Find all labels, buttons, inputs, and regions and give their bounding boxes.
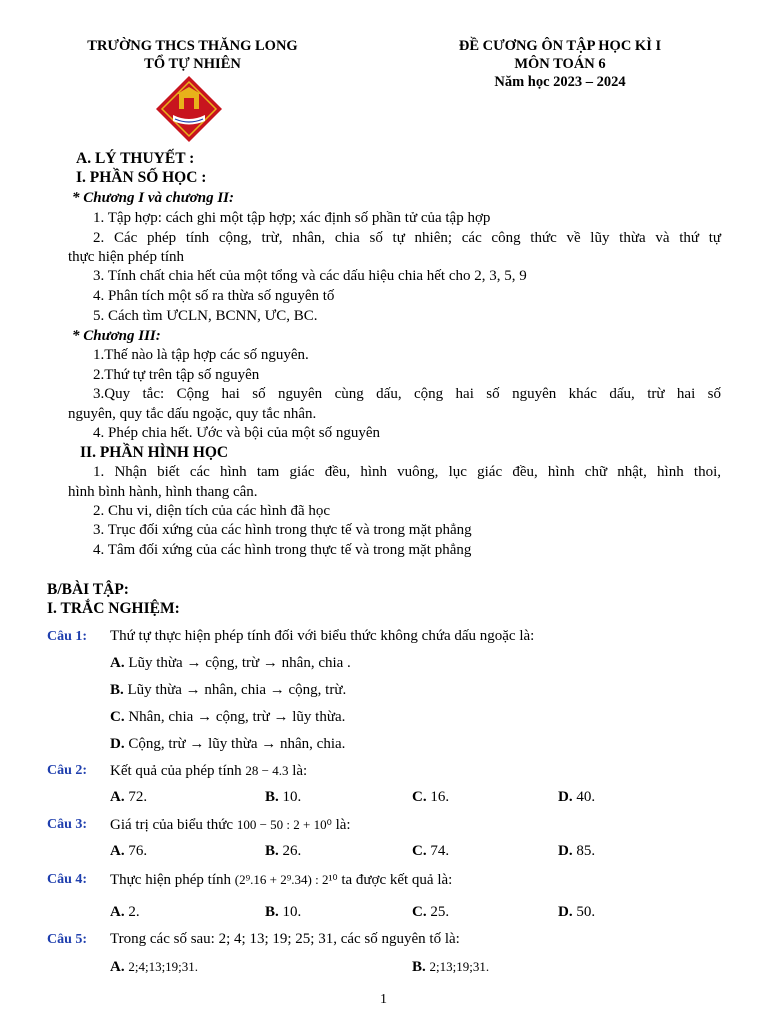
theory-item: 1. Tập hợp: cách ghi một tập hợp; xác định số phần tử của tập hợp <box>93 210 491 226</box>
theory-item: 4. Phép chia hết. Ước và bội của một số nguyên <box>93 425 381 441</box>
theory-item: 3. Tính chất chia hết của một tổng và các dấu hiệu chia hết cho 2, 3, 5, 9 <box>93 268 527 284</box>
subject-title: MÔN TOÁN 6 <box>514 56 606 72</box>
answer-option: B. 2;13;19;31. <box>412 959 490 975</box>
exercises-heading: B/BÀI TẬP: <box>47 581 129 598</box>
answer-option: C. 74. <box>412 843 450 859</box>
theory-item: 4. Tâm đối xứng của các hình trong thực tế và trong mặt phẳng <box>93 542 472 558</box>
answer-option: C. 16. <box>412 789 450 805</box>
question-label: Câu 2: <box>47 763 88 778</box>
theory-item: 2. Các phép tính cộng, trừ, nhân, chia số tự nhiên; các công thức về lũy thừa và thứ tự <box>93 230 721 246</box>
answer-option: A. 2;4;13;19;31. <box>110 959 199 975</box>
school-year: Năm học 2023 – 2024 <box>494 74 626 90</box>
answer-option: A. 76. <box>110 843 148 859</box>
theory-item: 2.Thứ tự trên tập số nguyên <box>93 367 260 383</box>
question-text: Trong các số sau: 2; 4; 13; 19; 25; 31, các số nguyên tố là: <box>110 931 460 947</box>
multiple-choice-heading: I. TRẮC NGHIỆM: <box>47 600 180 617</box>
math-expression: 28 − 4.3 <box>245 763 289 778</box>
geometry-part-heading: II. PHẦN HÌNH HỌC <box>80 444 229 461</box>
question-label: Câu 5: <box>47 932 88 947</box>
theory-item-continued: thực hiện phép tính <box>68 249 185 265</box>
theory-heading: A. LÝ THUYẾT : <box>76 150 195 167</box>
document-title: ĐỀ CƯƠNG ÔN TẬP HỌC KÌ I <box>458 38 662 54</box>
answer-option: B. 26. <box>265 843 302 859</box>
question-text: Kết quả của phép tính 28 − 4.3 là: <box>110 763 308 779</box>
theory-item-continued: hình bình hành, hình thang cân. <box>68 484 258 500</box>
chapter-3-heading: * Chương III: <box>72 328 161 344</box>
answer-option: C. 25. <box>412 904 450 920</box>
math-expression: (2⁹.16 + 2⁹.34) : 2¹⁰ <box>234 872 338 887</box>
question-text: Thực hiện phép tính (2⁹.16 + 2⁹.34) : 2¹⁰ ta được kết quả là: <box>110 872 453 888</box>
answer-option: D. 40. <box>558 789 596 805</box>
page-number: 1 <box>380 992 387 1007</box>
arithmetic-part-heading: I. PHẦN SỐ HỌC : <box>76 169 207 186</box>
question-label: Câu 3: <box>47 817 88 832</box>
question-text: Thứ tự thực hiện phép tính đối với biểu thức không chứa dấu ngoặc là: <box>110 628 535 644</box>
theory-item: 3.Quy tắc: Cộng hai số nguyên cùng dấu, cộng hai số nguyên khác dấu, trừ hai số <box>93 386 721 402</box>
question-text: Giá trị của biểu thức 100 − 50 : 2 + 10⁰ là: <box>110 817 351 833</box>
question-label: Câu 4: <box>47 872 88 887</box>
theory-item-continued: nguyên, quy tắc dấu ngoặc, quy tắc nhân. <box>68 406 317 422</box>
department-name: TỔ TỰ NHIÊN <box>144 56 241 72</box>
math-expression: 100 − 50 : 2 + 10⁰ <box>236 817 332 832</box>
answer-option: D. 85. <box>558 843 596 859</box>
answer-option: B. 10. <box>265 904 302 920</box>
school-name: TRƯỜNG THCS THĂNG LONG <box>87 38 298 54</box>
question-label: Câu 1: <box>47 629 88 644</box>
answer-option: B. Lũy thừa → nhân, chia → cộng, trừ. <box>110 682 347 698</box>
theory-item: 2. Chu vi, diện tích của các hình đã học <box>93 503 331 519</box>
theory-item: 1. Nhận biết các hình tam giác đều, hình vuông, lục giác đều, hình chữ nhật, hình thoi, <box>93 464 721 480</box>
answer-option: D. 50. <box>558 904 596 920</box>
school-logo <box>155 75 223 143</box>
answer-option: D. Cộng, trừ → lũy thừa → nhân, chia. <box>110 736 346 752</box>
theory-item: 1.Thế nào là tập hợp các số nguyên. <box>93 347 309 363</box>
answer-option: A. 72. <box>110 789 148 805</box>
answer-option: C. Nhân, chia → cộng, trừ → lũy thừa. <box>110 709 346 725</box>
answer-option: A. Lũy thừa → cộng, trừ → nhân, chia . <box>110 655 351 671</box>
theory-item: 3. Trục đối xứng của các hình trong thực tế và trong mặt phẳng <box>93 522 472 538</box>
theory-item: 5. Cách tìm ƯCLN, BCNN, ƯC, BC. <box>93 308 318 324</box>
answer-option: B. 10. <box>265 789 302 805</box>
theory-item: 4. Phân tích một số ra thừa số nguyên tố <box>93 288 335 304</box>
answer-option: A. 2. <box>110 904 140 920</box>
chapter-1-2-heading: * Chương I và chương II: <box>72 190 235 206</box>
